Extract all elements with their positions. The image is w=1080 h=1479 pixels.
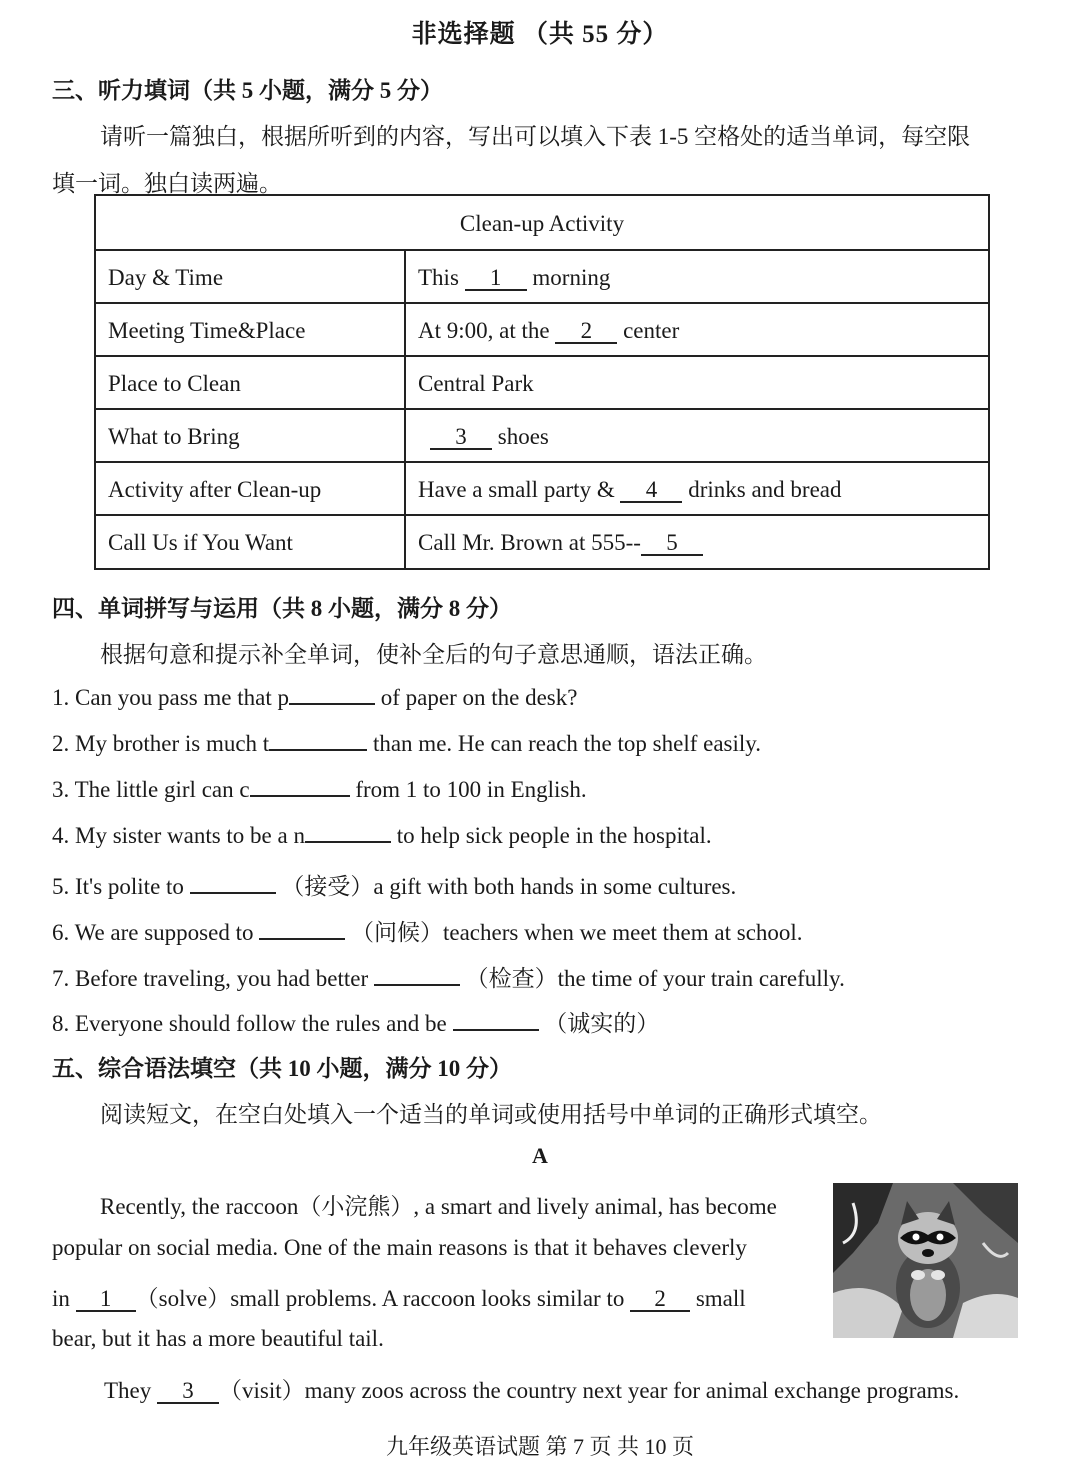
section3-instruction-line1: 请听一篇独白，根据所听到的内容，写出可以填入下表 1-5 空格处的适当单词，每空限 bbox=[100, 124, 971, 149]
passage-line: popular on social media. One of the main reasons is that it behaves cleverly bbox=[52, 1235, 747, 1260]
raccoon-photo bbox=[833, 1183, 1018, 1338]
section3-heading: 三、听力填词（共 5 小题，满分 5 分） bbox=[52, 78, 443, 103]
question-text: 7. Before traveling, you had better bbox=[52, 966, 374, 991]
row-label: Day & Time bbox=[108, 265, 224, 290]
row-content: Central Park bbox=[418, 371, 534, 396]
page-title: 非选择题 （共 55 分） bbox=[411, 21, 669, 48]
passage-blank-2[interactable]: 2 bbox=[630, 1288, 690, 1312]
answer-blank[interactable] bbox=[374, 984, 460, 986]
answer-blank-2[interactable]: 2 bbox=[555, 320, 617, 344]
answer-blank[interactable] bbox=[269, 749, 367, 751]
passage-label: A bbox=[532, 1143, 548, 1168]
table-row bbox=[96, 357, 988, 410]
question-item bbox=[52, 731, 761, 757]
question-text-post: （诚实的） bbox=[538, 1011, 660, 1036]
table-header: Clean-up Activity bbox=[96, 196, 988, 251]
row-label: Activity after Clean-up bbox=[108, 477, 322, 502]
row-text-post: center bbox=[617, 318, 680, 343]
row-label: Place to Clean bbox=[108, 371, 241, 396]
passage-line bbox=[104, 1372, 959, 1405]
question-text-post: to help sick people in the hospital. bbox=[390, 823, 712, 848]
row-label: Meeting Time&Place bbox=[108, 318, 306, 343]
table-row bbox=[96, 516, 988, 569]
table-row bbox=[96, 304, 988, 357]
question-text: 4. My sister wants to be a n bbox=[52, 823, 305, 848]
answer-blank-5[interactable]: 5 bbox=[641, 532, 703, 556]
answer-blank-3[interactable]: 3 bbox=[430, 426, 492, 450]
question-text-post: （问候）teachers when we meet them at school. bbox=[345, 920, 803, 945]
page-footer: 九年级英语试题 第 7 页 共 10 页 bbox=[385, 1434, 694, 1459]
row-text-pre: Call Mr. Brown at 555-- bbox=[418, 530, 641, 555]
raccoon-illustration bbox=[833, 1183, 1018, 1338]
section5-heading: 五、综合语法填空（共 10 小题，满分 10 分） bbox=[52, 1056, 512, 1081]
row-text-pre: This bbox=[418, 265, 465, 290]
question-text: 6. We are supposed to bbox=[52, 920, 260, 945]
row-text-pre: Have a small party & bbox=[418, 477, 621, 502]
question-item bbox=[52, 685, 577, 711]
row-text-post: drinks and bread bbox=[682, 477, 842, 502]
passage-text: in bbox=[52, 1286, 76, 1311]
section4-heading: 四、单词拼写与运用（共 8 小题，满分 8 分） bbox=[52, 596, 512, 621]
answer-blank-1[interactable]: 1 bbox=[465, 267, 527, 291]
answer-blank-4[interactable]: 4 bbox=[620, 479, 682, 503]
question-text: 8. Everyone should follow the rules and be bbox=[52, 1011, 453, 1036]
answer-blank[interactable] bbox=[305, 841, 391, 843]
question-text: 1. Can you pass me that p bbox=[52, 685, 289, 710]
question-text-post: from 1 to 100 in English. bbox=[349, 777, 587, 802]
row-text-pre: At 9:00, at the bbox=[418, 318, 556, 343]
question-item bbox=[52, 914, 803, 947]
passage-blank-3[interactable]: 3 bbox=[157, 1380, 219, 1404]
answer-blank[interactable] bbox=[453, 1029, 539, 1031]
answer-blank[interactable] bbox=[289, 703, 375, 705]
question-item bbox=[52, 868, 736, 901]
passage-text: （visit）many zoos across the country next year for animal exchange programs. bbox=[219, 1378, 960, 1403]
question-item bbox=[52, 823, 712, 849]
row-text-post: shoes bbox=[492, 424, 549, 449]
question-text: 5. It's polite to bbox=[52, 874, 190, 899]
answer-blank[interactable] bbox=[259, 938, 345, 940]
section4-instruction: 根据句意和提示补全单词，使补全后的句子意思通顺，语法正确。 bbox=[100, 642, 767, 667]
question-item bbox=[52, 1005, 659, 1038]
question-item bbox=[52, 960, 845, 993]
row-content bbox=[418, 304, 679, 357]
row-content bbox=[418, 251, 610, 304]
passage-text: （solve）small problems. A raccoon looks similar to bbox=[135, 1286, 631, 1311]
section3-instruction-line2: 填一词。独白读两遍。 bbox=[52, 171, 282, 196]
passage-text: They bbox=[104, 1378, 158, 1403]
passage-text: small bbox=[690, 1286, 746, 1311]
table-row bbox=[96, 410, 988, 463]
row-content bbox=[430, 410, 549, 463]
row-content bbox=[418, 463, 842, 516]
question-text: 2. My brother is much t bbox=[52, 731, 270, 756]
passage-blank-1[interactable]: 1 bbox=[76, 1288, 136, 1312]
row-text-post: morning bbox=[526, 265, 611, 290]
clean-up-table bbox=[94, 194, 990, 570]
row-content bbox=[418, 516, 703, 569]
question-text-post: than me. He can reach the top shelf easily. bbox=[367, 731, 762, 756]
row-label: Call Us if You Want bbox=[108, 530, 293, 555]
table-row bbox=[96, 251, 988, 304]
passage-line: Recently, the raccoon（小浣熊）, a smart and lively animal, has become bbox=[100, 1194, 777, 1219]
question-item bbox=[52, 777, 587, 803]
question-text-post: （接受）a gift with both hands in some cultures. bbox=[275, 874, 737, 899]
row-label: What to Bring bbox=[108, 424, 240, 449]
section5-instruction: 阅读短文，在空白处填入一个适当的单词或使用括号中单词的正确形式填空。 bbox=[100, 1102, 882, 1127]
passage-line bbox=[52, 1280, 746, 1313]
passage-line: bear, but it has a more beautiful tail. bbox=[52, 1326, 384, 1351]
answer-blank[interactable] bbox=[190, 892, 276, 894]
question-text: 3. The little girl can c bbox=[52, 777, 250, 802]
question-text-post: of paper on the desk? bbox=[375, 685, 578, 710]
question-text-post: （检查）the time of your train carefully. bbox=[459, 966, 845, 991]
answer-blank[interactable] bbox=[250, 795, 350, 797]
table-row bbox=[96, 463, 988, 516]
